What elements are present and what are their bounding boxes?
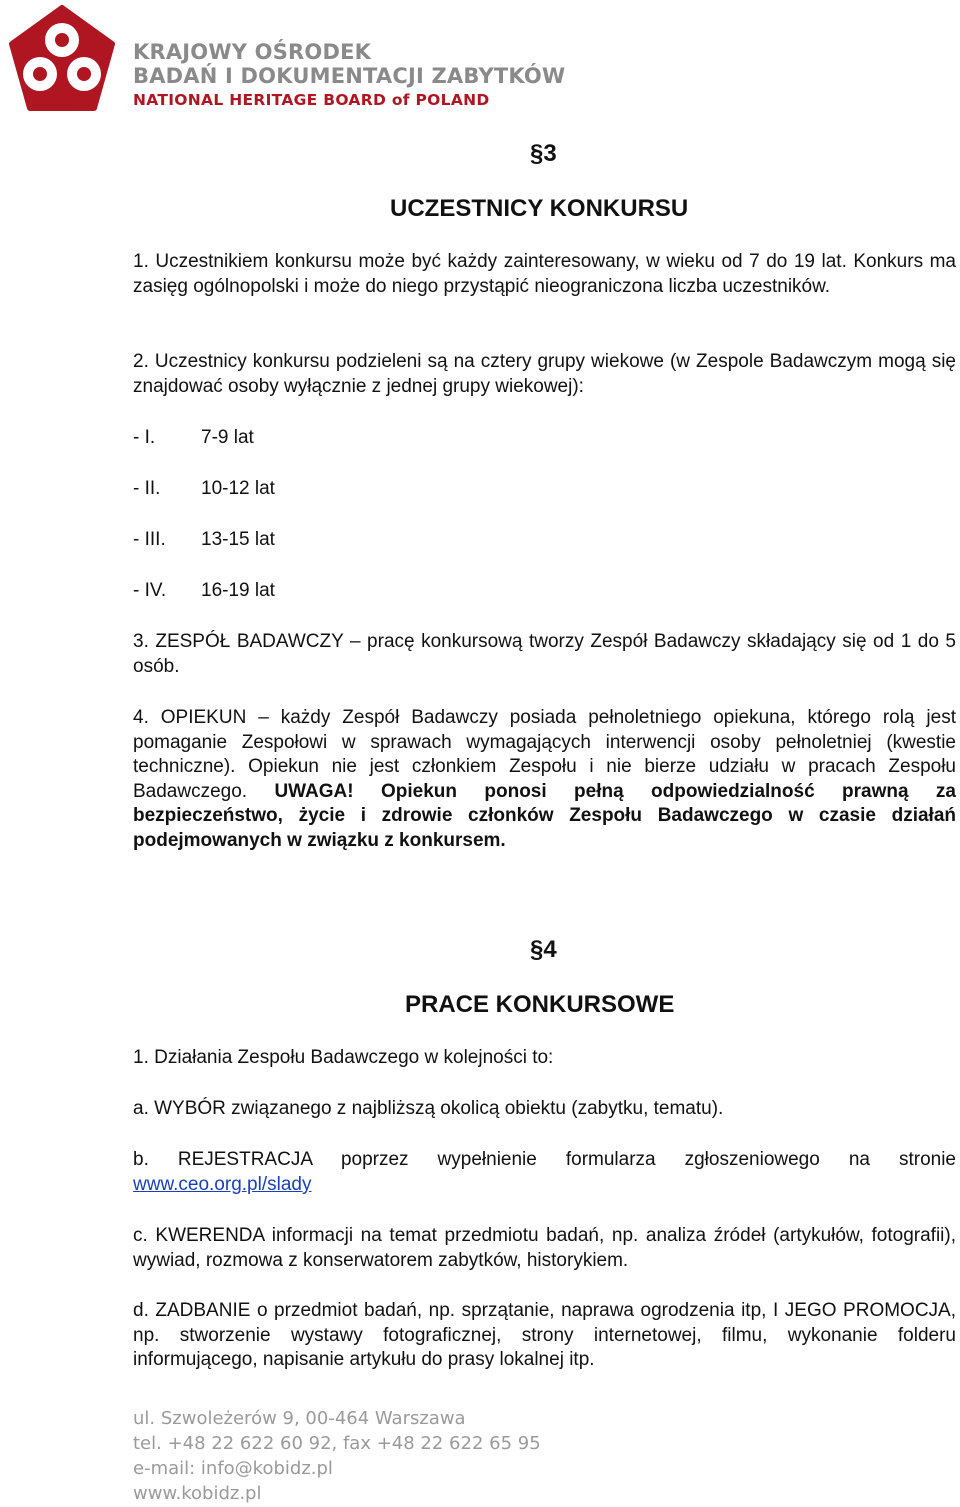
paragraph-1: 1. Uczestnikiem konkursu może być każdy zainteresowany, w wieku od 7 do 19 lat. Konkurs ma zasięg ogólnopolski i może do niego przystąpić nieograniczona liczba uczestników.	[133, 251, 956, 297]
age-group-label: - IV.	[133, 580, 167, 601]
age-group-label: - III.	[133, 529, 166, 550]
registration-link[interactable]: www.ceo.org.pl/slady	[133, 1174, 312, 1195]
footer-address: ul. Szwoleżerów 9, 00-464 Warszawa	[133, 1408, 466, 1429]
paragraph-2: 2. Uczestnicy konkursu podzieleni są na cztery grupy wiekowe (w Zespole Badawczym mogą się znajdować osoby wyłącznie z jednej grupy wiekowej):	[133, 351, 956, 397]
footer-phone: tel. +48 22 622 60 92, fax +48 22 622 65 95	[133, 1433, 541, 1454]
guardian-text: 4. OPIEKUN – każdy Zespół Badawczy posiada pełnoletniego opiekuna, którego rolą jest pomaganie Zespołowi w sprawach wymagających interwencji osoby pełnoletniej (kwestie techniczne). Opiekun nie jest członkiem Zespołu i nie bierze udziału w pracach Zespołu Badawczego.	[133, 707, 956, 802]
activity-b: b. REJESTRACJA poprzez wypełnienie formularza zgłoszeniowego na stronie	[133, 1149, 956, 1170]
org-name-pl-line1: KRAJOWY OŚRODEK	[133, 40, 372, 64]
org-name-en: NATIONAL HERITAGE BOARD of POLAND	[133, 91, 490, 109]
age-group-range: 10-12 lat	[201, 478, 275, 499]
section-number-3: §3	[530, 140, 557, 167]
section-number-4: §4	[530, 936, 557, 963]
activities-intro: 1. Działania Zespołu Badawczego w kolejności to:	[133, 1047, 554, 1068]
activity-d: d. ZADBANIE o przedmiot badań, np. sprzątanie, naprawa ogrodzenia itp, I JEGO PROMOCJA, np. stworzenie wystawy fotograficznej, strony internetowej, filmu, wykonanie folderu informującego, napisanie artykułu do prasy lokalnej itp.	[133, 1300, 956, 1370]
age-group-4	[0, 579, 960, 603]
guardian-warning: UWAGA! Opiekun ponosi pełną odpowiedzialność prawną za bezpieczeństwo, życie i zdrowie członków Zespołu Badawczego w czasie działań podejmowanych w związku z konkursem.	[133, 780, 956, 851]
paragraph-3: 3. ZESPÓŁ BADAWCZY – pracę konkursową tworzy Zespół Badawczy składający się od 1 do 5 osób.	[133, 631, 956, 677]
activity-a: a. WYBÓR związanego z najbliższą okolicą obiektu (zabytku, tematu).	[133, 1098, 724, 1119]
paragraph-4	[133, 706, 956, 853]
section-title-works: PRACE KONKURSOWE	[405, 991, 675, 1018]
age-group-2	[0, 477, 960, 501]
footer-email: e-mail: info@kobidz.pl	[133, 1458, 333, 1479]
section-title-participants: UCZESTNICY KONKURSU	[390, 195, 689, 222]
age-group-3	[0, 528, 960, 552]
activity-c: c. KWERENDA informacji na temat przedmiotu badań, np. analiza źródeł (artykułów, fotografii), wywiad, rozmowa z konserwatorem zabytków, historykiem.	[133, 1225, 956, 1271]
age-group-1	[0, 426, 960, 450]
age-group-label: - I.	[133, 427, 156, 448]
trefoil-logo-icon	[4, 4, 120, 114]
footer-website: www.kobidz.pl	[133, 1483, 262, 1504]
age-group-label: - II.	[133, 478, 161, 499]
age-group-range: 13-15 lat	[201, 529, 275, 550]
org-name-pl-line2: BADAŃ I DOKUMENTACJI ZABYTKÓW	[133, 64, 566, 88]
age-group-range: 16-19 lat	[201, 580, 275, 601]
age-group-range: 7-9 lat	[201, 427, 254, 448]
